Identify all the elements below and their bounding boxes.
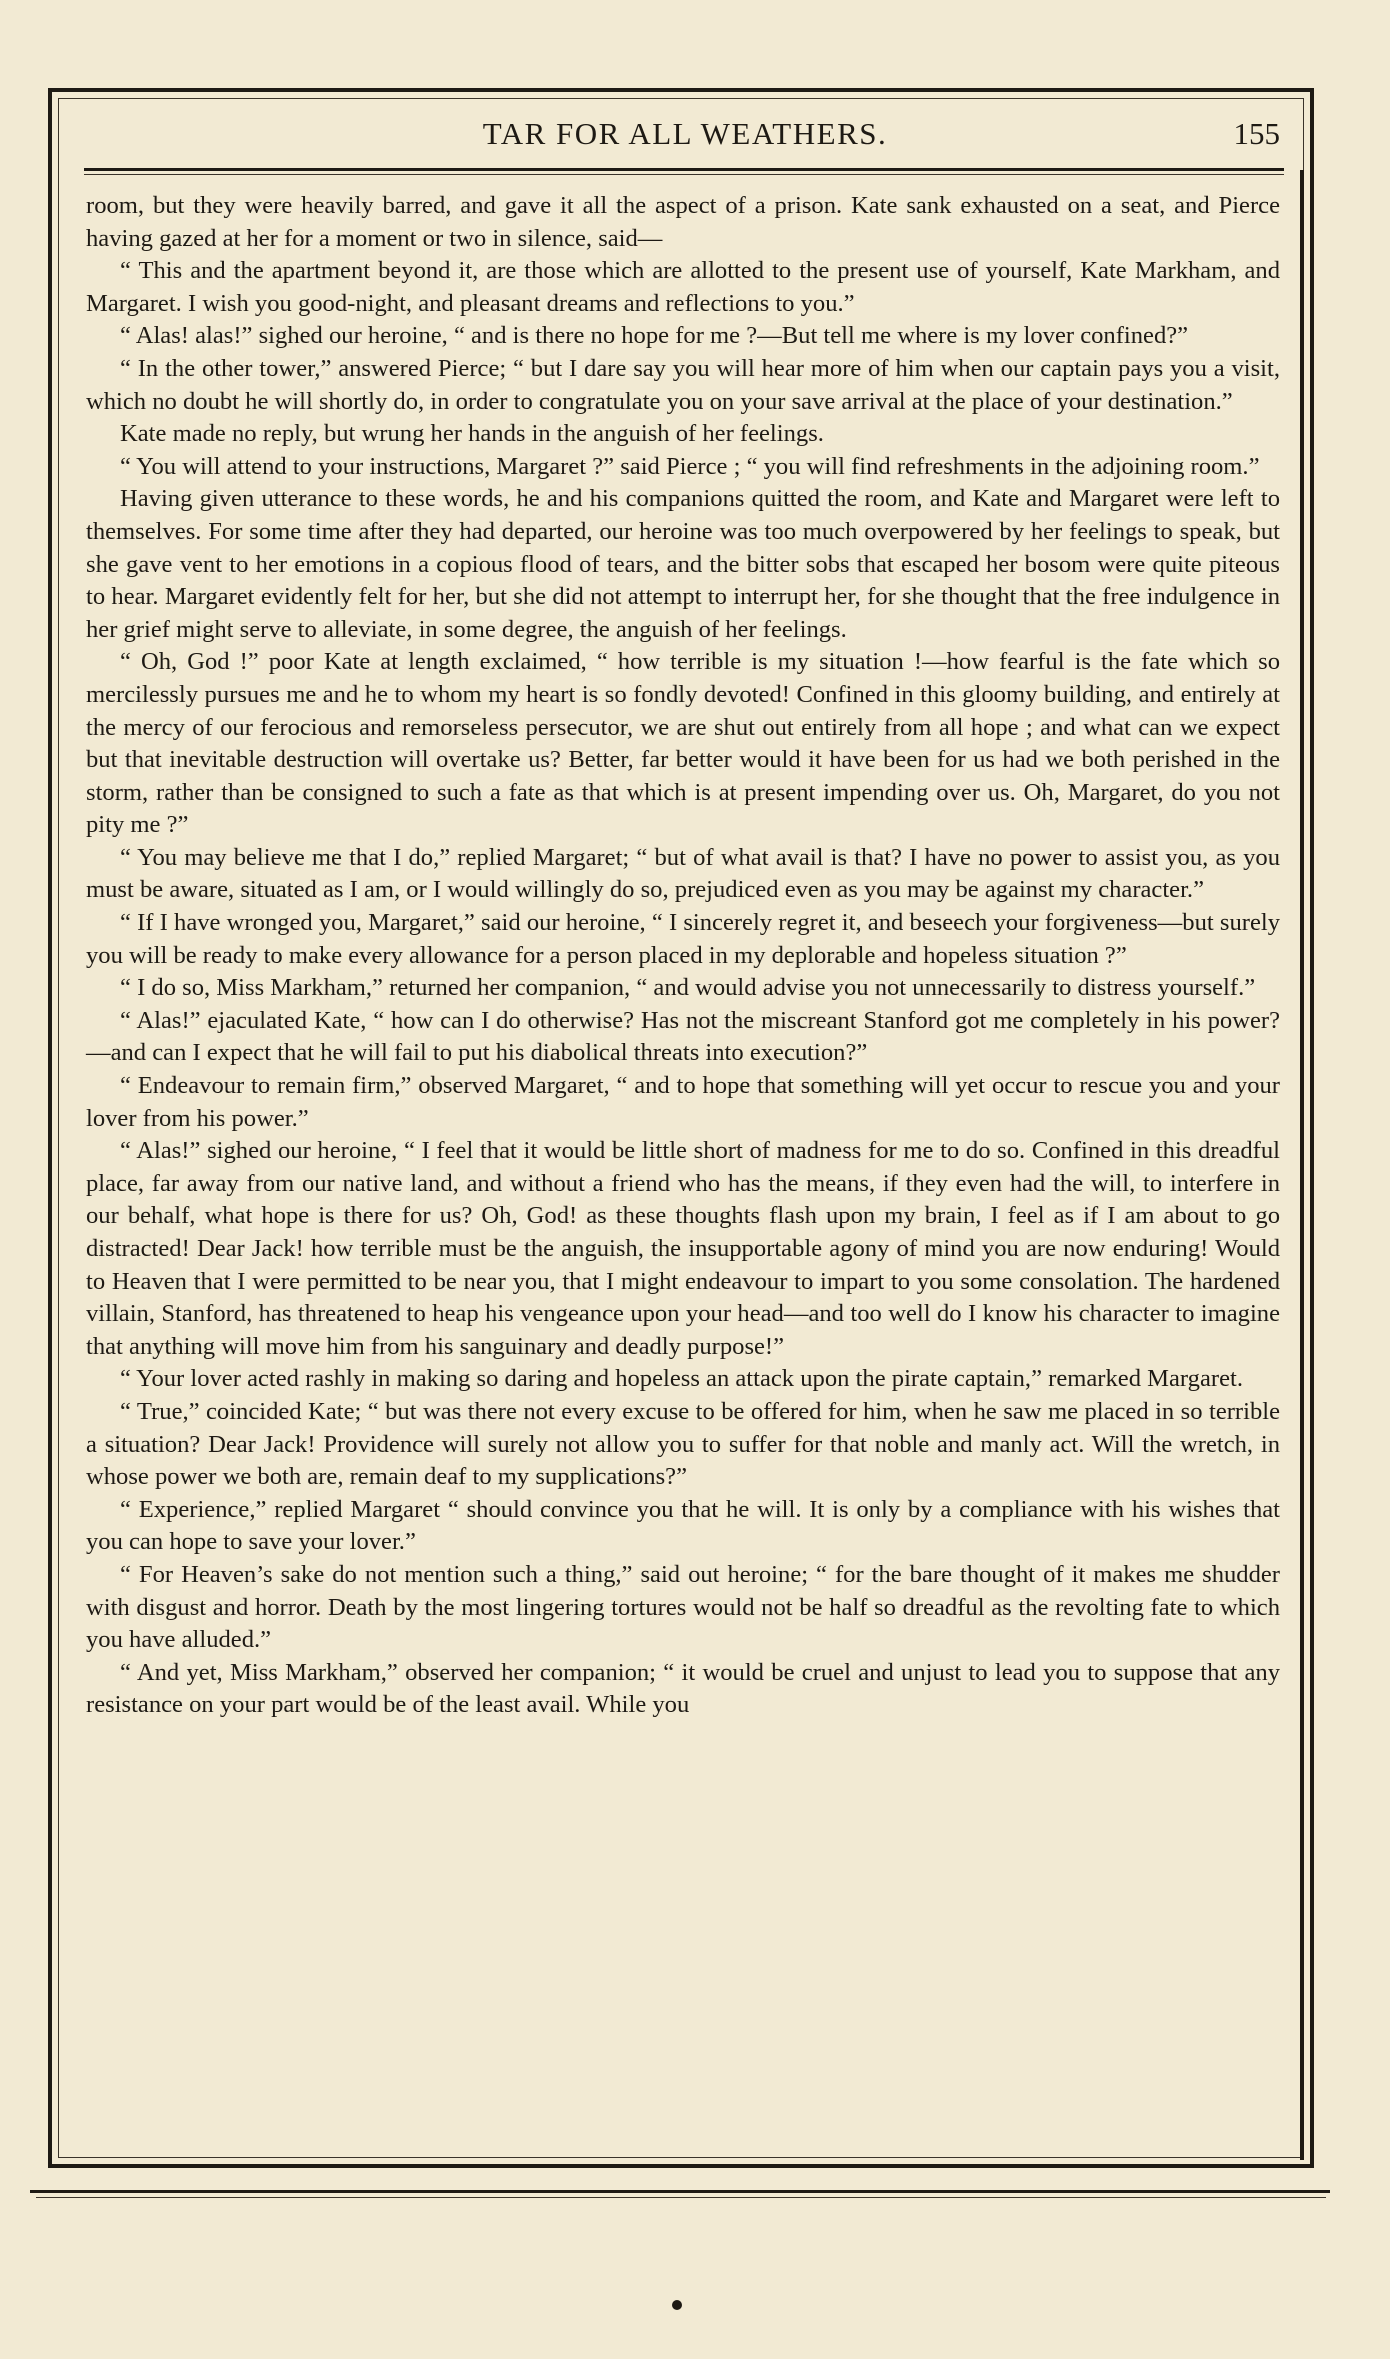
paragraph: “ Alas! alas!” sighed our heroine, “ and is there no hope for me ?—But tell me where is my lover confined?” bbox=[120, 322, 1189, 350]
paragraph: “ If I have wronged you, Margaret,” said our heroine, “ I sincerely regret it, and beseech your forgiveness—but surely you will be ready to make every allowance for a person placed in my deplorable and hopeless situation ?” bbox=[86, 909, 1280, 969]
body-text bbox=[86, 190, 1280, 1722]
paragraph: “ You may believe me that I do,” replied Margaret; “ but of what avail is that? I have no power to assist you, as you must be aware, situated as I am, or I would willingly do so, prejudiced even as you may be against my character.” bbox=[86, 843, 1280, 904]
paragraph: “ Oh, God !” poor Kate at length exclaimed, “ how terrible is my situation !—how fearful is the fate which so mercilessly pursues me and he to whom my heart is so fondly devoted! Confined in this gloomy building, and entirely at the mercy of our ferocious and remorseless persecutor, we are shut out entirely from all hope ; and what can we expect but that inevitable destruction will overtake us? Better, far better would it have been for us had we both perished in the storm, rather than be consigned to such a fate as that which is at present impending over us. Oh, Margaret, do you not pity me ?” bbox=[86, 648, 1280, 839]
paragraph: Having given utterance to these words, he and his companions quitted the room, and Kate and Margaret were left to themselves. For some time after they had departed, our heroine was too much overpowered by her feelings to speak, but she gave vent to her emotions in a copious flood of tears, and the bitter sobs that escaped her bosom were quite piteous to hear. Margaret evidently felt for her, but she did not attempt to interrupt her, for she thought that the free indulgence in her grief might serve to alleviate, in some degree, the anguish of her feelings. bbox=[86, 485, 1280, 643]
running-header bbox=[80, 112, 1290, 164]
right-margin-rule bbox=[1300, 170, 1304, 2160]
paragraph: “ Alas!” ejaculated Kate, “ how can I do otherwise? Has not the miscreant Stanford got me completely in his power?—and can I expect that he will fail to put his diabolical threats into execution?” bbox=[86, 1006, 1280, 1067]
paragraph: “ Alas!” sighed our heroine, “ I feel that it would be little short of madness for me to do so. Confined in this dreadful place, far away from our native land, and without a friend who has the means, if they even had the will, to interfere in our behalf, what hope is there for us? Oh, God! as these thoughts flash upon my brain, I feel as if I am about to go distracted! Dear Jack! how terrible must be the anguish, the insupportable agony of mind you are now enduring! Would to Heaven that I were permitted to be near you, that I might endeavour to impart to you some consolation. The hardened villain, Stanford, has threatened to heap his vengeance upon your head—and too well do I know his character to imagine that anything will move him from his sanguinary and deadly purpose!” bbox=[86, 1137, 1280, 1360]
ink-dot bbox=[672, 2300, 682, 2310]
header-rule-thin bbox=[84, 174, 1284, 175]
paragraph: “ And yet, Miss Markham,” observed her companion; “ it would be cruel and unjust to lead you to suppose that any resistance on your part would be of the least avail. While you bbox=[86, 1658, 1280, 1719]
paragraph: “ For Heaven’s sake do not mention such a thing,” said out heroine; “ for the bare thought of it makes me shudder with disgust and horror. Death by the most lingering tortures would not be half so dreadful as the revolting fate to which you have alluded.” bbox=[86, 1560, 1280, 1654]
header-rule bbox=[84, 168, 1284, 171]
paragraph: “ You will attend to your instructions, Margaret ?” said Pierce ; “ you will find refreshments in the adjoining room.” bbox=[120, 452, 1260, 480]
paragraph: Kate made no reply, but wrung her hands in the anguish of her feelings. bbox=[120, 420, 824, 448]
footer-rule-thin bbox=[36, 2197, 1326, 2198]
paragraph: “ This and the apartment beyond it, are those which are allotted to the present use of yourself, Kate Markham, and Margaret. I wish you good-night, and pleasant dreams and reflections to you.” bbox=[86, 257, 1280, 317]
paragraph: “ I do so, Miss Markham,” returned her companion, “ and would advise you not unnecessarily to distress yourself.” bbox=[120, 974, 1256, 1002]
paragraph: “ In the other tower,” answered Pierce; “ but I dare say you will hear more of him when our captain pays you a visit, which no doubt he will shortly do, in order to congratulate you on your save arrival at the place of your destination.” bbox=[86, 354, 1280, 415]
paragraph: room, but they were heavily barred, and gave it all the aspect of a prison. Kate sank exhausted on a seat, and Pierce having gazed at her for a moment or two in silence, said— bbox=[86, 192, 1280, 252]
paragraph: “ Experience,” replied Margaret “ should convince you that he will. It is only by a compliance with his wishes that you can hope to save your lover.” bbox=[86, 1495, 1280, 1556]
page-number: 155 bbox=[1233, 116, 1280, 151]
paragraph: “ Endeavour to remain firm,” observed Margaret, “ and to hope that something will yet occur to rescue you and your lover from his power.” bbox=[86, 1072, 1280, 1132]
footer-rule bbox=[30, 2190, 1330, 2193]
running-title: TAR FOR ALL WEATHERS. bbox=[482, 116, 888, 151]
paragraph: “ Your lover acted rashly in making so daring and hopeless an attack upon the pirate captain,” remarked Margaret. bbox=[120, 1365, 1243, 1393]
paragraph: “ True,” coincided Kate; “ but was there not every excuse to be offered for him, when he saw me placed in so terrible a situation? Dear Jack! Providence will surely not allow you to suffer for that noble and manly act. Will the wretch, in whose power we both are, remain deaf to my supplications?” bbox=[86, 1397, 1280, 1491]
